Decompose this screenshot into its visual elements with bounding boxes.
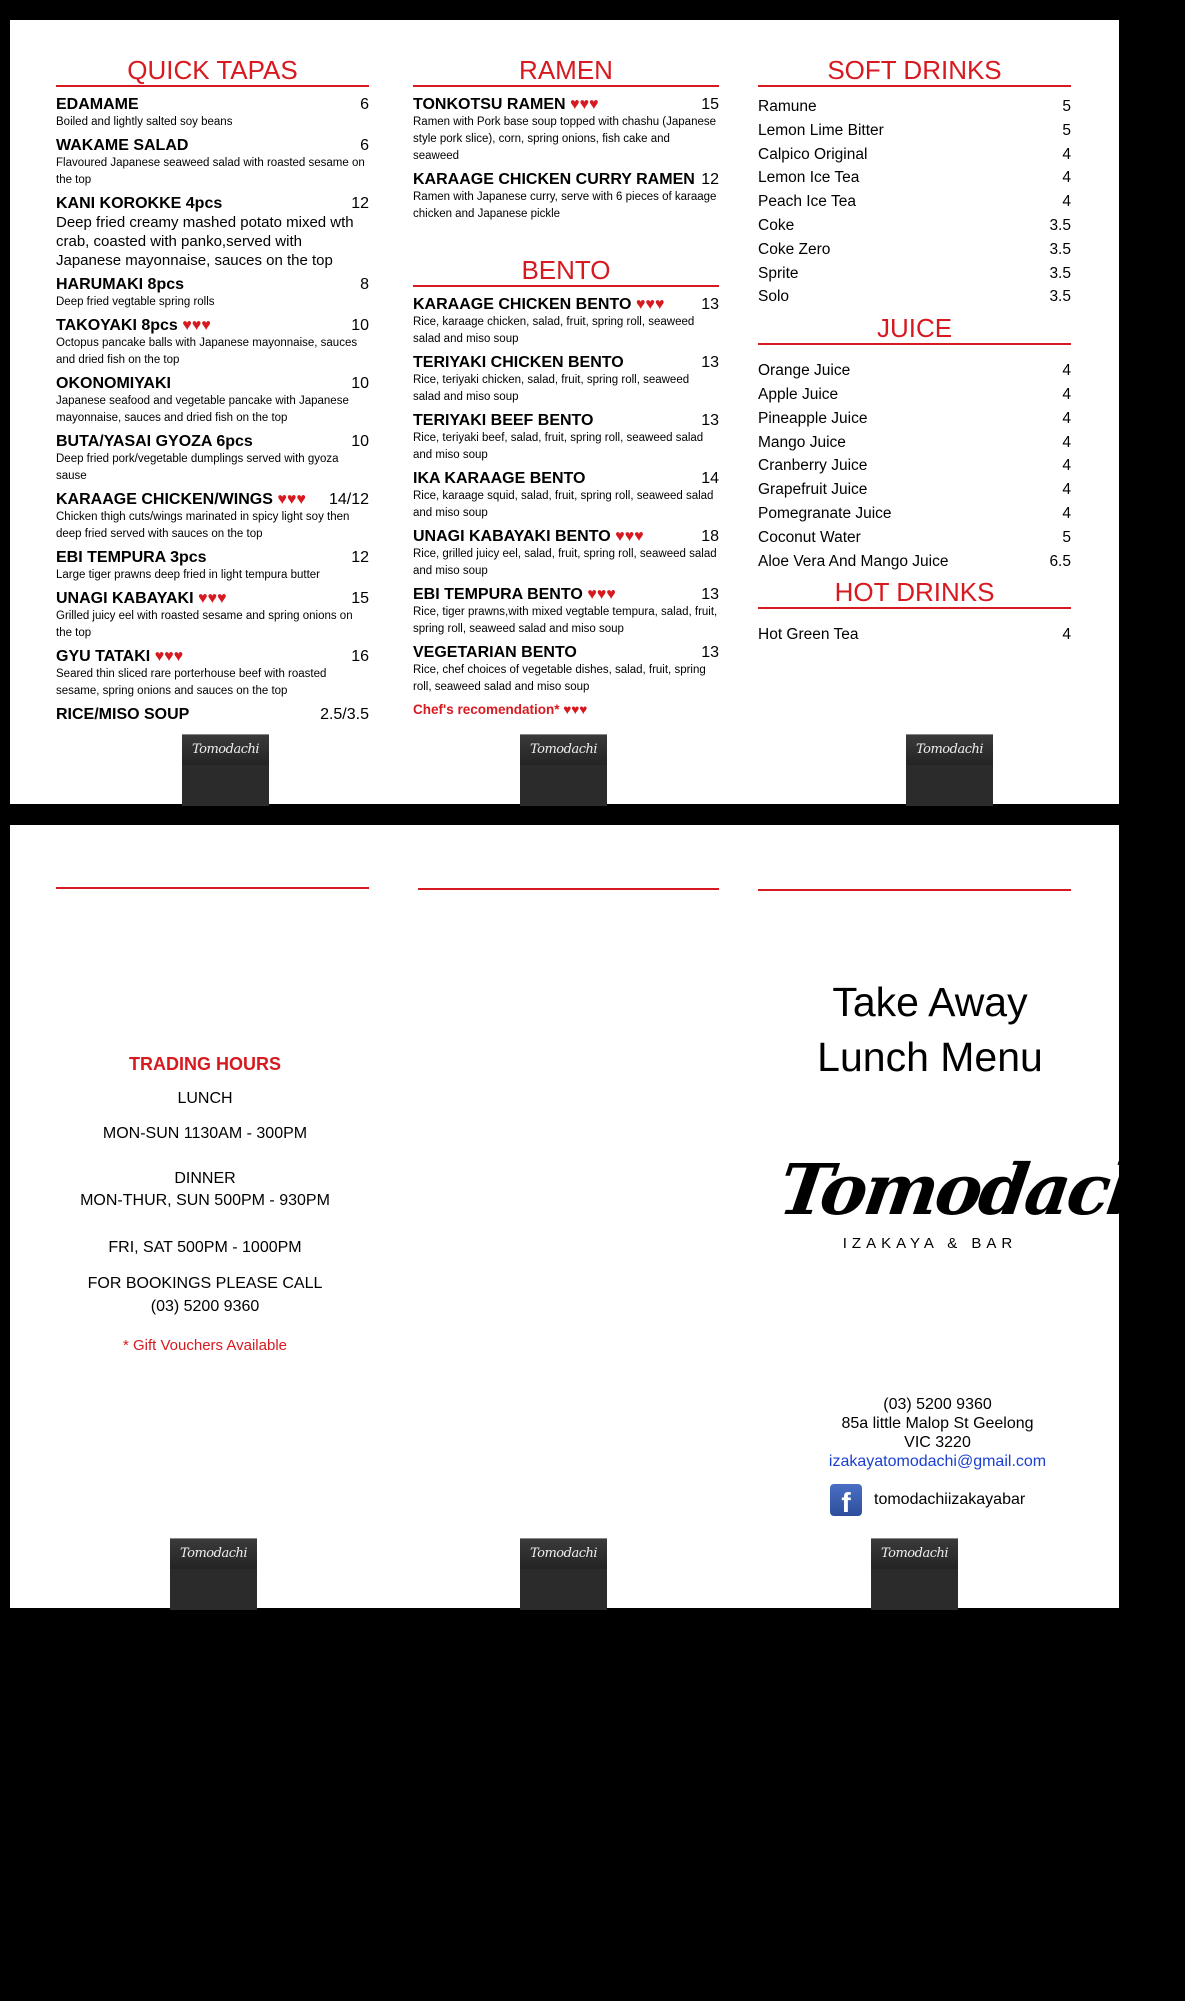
drink-price: 5 [1062, 121, 1071, 139]
menu-item-price: 10 [351, 317, 369, 334]
menu-item-title [413, 170, 695, 189]
menu-item-header [56, 548, 369, 567]
drink-row [758, 119, 1071, 143]
drink-name: Aloe Vera And Mango Juice [758, 552, 949, 570]
lunch-label: LUNCH [177, 1090, 233, 1107]
tab-logo-text: Tomodachi [520, 1539, 607, 1569]
logo-tab [906, 734, 993, 806]
menu-item-title [413, 411, 593, 430]
drink-price: 3.5 [1049, 288, 1071, 306]
menu-item-name: KARAAGE CHICKEN BENTO [413, 296, 632, 313]
menu-item-name: RICE/MISO SOUP [56, 706, 190, 723]
tab-logo-text: Tomodachi [520, 735, 607, 765]
menu-item-name: OKONOMIYAKI [56, 375, 171, 392]
drink-price: 6.5 [1049, 552, 1071, 570]
tab-logo-text: Tomodachi [182, 735, 269, 765]
menu-item-description: Rice, tiger prawns,with mixed vegtable tempura, salad, fruit, spring roll, seaweed salad and miso soup [413, 606, 718, 635]
menu-item-description: Large tiger prawns deep fried in light tempura butter [56, 569, 321, 581]
contact-block [780, 1395, 1095, 1471]
menu-item-header [413, 585, 719, 604]
bookings-text: FOR BOOKINGS PLEASE CALL [87, 1275, 323, 1292]
menu-item-title [413, 643, 577, 662]
drink-name: Coke Zero [758, 240, 831, 258]
drink-row [758, 166, 1071, 190]
logo-tab [520, 734, 607, 806]
menu-item-description: Octopus pancake balls with Japanese mayonnaise, sauces and dried fish on the top [56, 337, 358, 366]
menu-item-header [56, 275, 369, 294]
ramen-title: RAMEN [413, 55, 719, 87]
menu-item [56, 589, 369, 642]
menu-item-name: WAKAME SALAD [56, 137, 189, 154]
menu-item-name: UNAGI KABAYAKI [56, 590, 194, 607]
menu-item-price: 2.5/3.5 [320, 706, 369, 723]
menu-item-title [56, 490, 306, 509]
menu-item-header [56, 647, 369, 666]
drink-name: Sprite [758, 264, 799, 282]
recommended-hearts: ♥♥♥ [635, 296, 665, 313]
menu-item-title [56, 432, 253, 451]
drink-name: Pineapple Juice [758, 409, 868, 427]
logo-tab [170, 1538, 257, 1610]
menu-item [413, 643, 719, 696]
menu-item-title [56, 316, 211, 335]
drinks-column [758, 55, 1071, 647]
menu-item-price: 14/12 [328, 491, 369, 508]
menu-item-name: TERIYAKI BEEF BENTO [413, 412, 594, 429]
drink-row [758, 478, 1071, 502]
drink-price: 4 [1062, 169, 1071, 187]
menu-item-header [56, 194, 369, 213]
menu-item [56, 647, 369, 700]
menu-item-price: 10 [351, 375, 369, 392]
menu-item-price: 15 [701, 96, 719, 113]
menu-item-title [413, 585, 616, 604]
menu-item-header [413, 527, 719, 546]
drink-price: 4 [1062, 362, 1071, 380]
recommended-hearts: ♥♥♥ [277, 491, 306, 508]
menu-item-description: Deep fried pork/vegetable dumplings served with gyoza sause [56, 453, 339, 482]
menu-item-price: 8 [360, 276, 369, 293]
drink-row [758, 526, 1071, 550]
ramen-list [413, 95, 719, 223]
divider-line [418, 888, 719, 890]
menu-item-price: 18 [701, 528, 719, 545]
menu-item-name: EBI TEMPURA 3pcs [56, 549, 207, 566]
menu-item-description: Japanese seafood and vegetable pancake with Japanese mayonnaise, sauces and dried fish on the top [56, 395, 349, 424]
chef-recommendation [413, 702, 719, 717]
drink-name: Apple Juice [758, 385, 839, 403]
drink-row [758, 454, 1071, 478]
menu-inside-page [10, 20, 1119, 804]
menu-item-description: Boiled and lightly salted soy beans [56, 116, 233, 128]
menu-item-price: 14 [701, 470, 719, 487]
menu-item [413, 295, 719, 348]
menu-item-header [413, 170, 719, 189]
drink-row [758, 190, 1071, 214]
drink-row [758, 214, 1071, 238]
menu-item-price: 13 [701, 586, 719, 603]
drink-name: Coconut Water [758, 528, 861, 546]
menu-item-name: KARAAGE CHICKEN CURRY RAMEN [413, 171, 695, 188]
menu-item-description: Deep fried creamy mashed potato mixed wth crab, coasted with panko,served with Japanese mayonnaise, sauces on the top [56, 214, 354, 269]
menu-item-description: Rice, grilled juicy eel, salad, fruit, spring roll, seaweed salad and miso soup [413, 548, 717, 577]
drink-price: 3.5 [1049, 216, 1071, 234]
menu-item-price: 12 [351, 195, 369, 212]
menu-item [56, 374, 369, 427]
drink-name: Lemon Ice Tea [758, 169, 860, 187]
recommended-hearts: ♥♥♥ [587, 586, 616, 603]
drink-name: Cranberry Juice [758, 457, 868, 475]
hot-drinks-list [758, 623, 1071, 647]
menu-item-description: Flavoured Japanese seaweed salad with roasted sesame on the top [56, 157, 365, 186]
menu-item [413, 527, 719, 580]
menu-item-description: Rice, teriyaki beef, salad, fruit, spring roll, seaweed salad and miso soup [413, 432, 704, 461]
contact-email-link[interactable]: izakayatomodachi@gmail.com [828, 1453, 1047, 1470]
bookings-phone: (03) 5200 9360 [150, 1298, 260, 1315]
drink-row [758, 431, 1071, 455]
facebook-link[interactable] [830, 1484, 1025, 1516]
juice-title: JUICE [758, 313, 1071, 345]
drink-row [758, 383, 1071, 407]
menu-item-title [56, 194, 222, 213]
menu-item-name: GYU TATAKI [56, 648, 151, 665]
lunch-hours: MON-SUN 1130AM - 300PM [102, 1125, 308, 1142]
menu-item [413, 469, 719, 522]
bento-title: BENTO [413, 255, 719, 287]
menu-item-price: 13 [701, 412, 719, 429]
menu-item-name: HARUMAKI 8pcs [56, 276, 185, 293]
drink-name: Hot Green Tea [758, 626, 859, 644]
menu-item-header [413, 353, 719, 372]
menu-item [413, 411, 719, 464]
menu-item [413, 585, 719, 638]
drink-price: 4 [1062, 433, 1071, 451]
menu-item-description: Ramen with Pork base soup topped with chashu (Japanese style pork slice), corn, spring onions, fish cake and seaweed [413, 116, 717, 162]
menu-item-price: 13 [701, 354, 719, 371]
bento-column [413, 255, 719, 717]
recommended-hearts: ♥♥♥ [570, 96, 599, 113]
menu-item-header [56, 374, 369, 393]
menu-item-price: 13 [701, 296, 719, 313]
menu-item [413, 170, 719, 223]
menu-item-name: KANI KOROKKE 4pcs [56, 195, 223, 212]
menu-item [56, 194, 369, 270]
menu-item-title [56, 548, 207, 567]
menu-item-description: Seared thin sliced rare porterhouse beef with roasted sesame, spring onions and sauces on the top [56, 668, 327, 697]
menu-outside-page [10, 825, 1185, 1608]
menu-item-header [56, 136, 369, 155]
recommended-hearts: ♥♥♥ [182, 317, 211, 334]
menu-item-name: KARAAGE CHICKEN/WINGS [56, 491, 273, 508]
logo-tab [520, 1538, 607, 1610]
tab-logo-text: Tomodachi [170, 1539, 257, 1569]
drink-name: Calpico Original [758, 145, 868, 163]
dinner-hours-weekend: FRI, SAT 500PM - 1000PM [108, 1239, 302, 1256]
menu-item-name: EDAMAME [56, 96, 139, 113]
menu-item-title [413, 295, 664, 314]
ramen-column [413, 55, 719, 228]
divider-line [56, 887, 369, 889]
dinner-hours-weekday: MON-THUR, SUN 500PM - 930PM [80, 1192, 330, 1209]
menu-item-title [413, 353, 624, 372]
drink-row [758, 262, 1071, 286]
drink-name: Lemon Lime Bitter [758, 121, 884, 139]
menu-item-description: Rice, karaage chicken, salad, fruit, spring roll, seaweed salad and miso soup [413, 316, 695, 345]
menu-item-title [413, 469, 585, 488]
menu-item [413, 353, 719, 406]
menu-item-name: VEGETARIAN BENTO [413, 644, 577, 661]
menu-item-title [56, 374, 171, 393]
menu-item-header [413, 295, 719, 314]
menu-item-header [413, 643, 719, 662]
tab-logo-text: Tomodachi [871, 1539, 958, 1569]
menu-item-title [56, 275, 184, 294]
logo-subtitle: IZAKAYA & BAR [842, 1235, 1018, 1252]
menu-item-header [413, 95, 719, 114]
drink-price: 3.5 [1049, 264, 1071, 282]
menu-item-header [413, 469, 719, 488]
menu-item [56, 490, 369, 543]
drink-row [758, 238, 1071, 262]
drink-row [758, 95, 1071, 119]
juice-list [758, 359, 1071, 573]
gift-vouchers: * Gift Vouchers Available [123, 1337, 287, 1354]
menu-item [56, 275, 369, 311]
menu-item-name: IKA KARAAGE BENTO [413, 470, 586, 487]
drink-price: 4 [1062, 145, 1071, 163]
drink-name: Peach Ice Tea [758, 193, 856, 211]
drink-name: Solo [758, 288, 790, 306]
logo-tab [871, 1538, 958, 1610]
bento-list [413, 295, 719, 696]
drink-row [758, 285, 1071, 309]
drink-price: 4 [1062, 481, 1071, 499]
menu-item-price: 12 [701, 171, 719, 188]
drink-row [758, 359, 1071, 383]
drink-price: 4 [1062, 409, 1071, 427]
recommended-hearts: ♥♥♥ [615, 528, 644, 545]
contact-phone: (03) 5200 9360 [883, 1396, 992, 1413]
menu-item-price: 13 [701, 644, 719, 661]
drink-price: 4 [1062, 504, 1071, 522]
tomodachi-logo: Tomodachi [774, 1148, 1185, 1231]
drink-price: 5 [1062, 98, 1071, 115]
menu-item-price: 16 [351, 648, 369, 665]
menu-item [56, 136, 369, 189]
menu-item-description: Deep fried vegtable spring rolls [56, 296, 215, 308]
drink-price: 4 [1062, 626, 1071, 644]
menu-item-title [56, 136, 188, 155]
divider-line [758, 889, 1071, 891]
drink-price: 4 [1062, 385, 1071, 403]
menu-item-description: Chicken thigh cuts/wings marinated in spicy light soy then deep fried served with sauces on the top [56, 511, 350, 540]
hot-drinks-title: HOT DRINKS [758, 577, 1071, 609]
menu-item-name: UNAGI KABAYAKI BENTO [413, 528, 611, 545]
menu-item-price: 10 [351, 433, 369, 450]
cover-title [765, 975, 1095, 1085]
soft-drinks-title: SOFT DRINKS [758, 55, 1071, 87]
drink-name: Grapefruit Juice [758, 481, 868, 499]
quick-tapas-list [56, 95, 369, 724]
menu-item-price: 15 [351, 590, 369, 607]
chef-recommendation-hearts: ♥♥♥ [563, 702, 588, 717]
drink-price: 3.5 [1049, 240, 1071, 258]
menu-item [56, 705, 369, 724]
chef-recommendation-text: Chef's recomendation* [413, 702, 560, 717]
menu-item-price: 6 [360, 96, 369, 113]
menu-item-header [56, 705, 369, 724]
menu-item-description: Grilled juicy eel with roasted sesame and spring onions on the top [56, 610, 353, 639]
menu-item-header [56, 589, 369, 608]
cover-title-line2: Lunch Menu [817, 1034, 1043, 1080]
menu-item-title [56, 705, 189, 724]
quick-tapas-title: QUICK TAPAS [56, 55, 369, 87]
dinner-label: DINNER [174, 1170, 236, 1187]
menu-item-price: 6 [360, 137, 369, 154]
menu-item-header [413, 411, 719, 430]
menu-item-price: 12 [351, 549, 369, 566]
menu-item-name: TERIYAKI CHICKEN BENTO [413, 354, 624, 371]
menu-item-header [56, 432, 369, 451]
menu-item-name: EBI TEMPURA BENTO [413, 586, 583, 603]
contact-address-line1: 85a little Malop St Geelong [841, 1415, 1034, 1432]
logo-tab [182, 734, 269, 806]
drink-name: Ramune [758, 98, 817, 115]
menu-item-name: BUTA/YASAI GYOZA 6pcs [56, 433, 253, 450]
drink-price: 4 [1062, 457, 1071, 475]
menu-item-header [56, 95, 369, 114]
cover-title-line1: Take Away [832, 979, 1028, 1025]
quick-tapas-column [56, 55, 369, 729]
drink-row [758, 407, 1071, 431]
menu-item [56, 316, 369, 369]
menu-item-title [56, 95, 139, 114]
drink-row [758, 502, 1071, 526]
trading-hours [58, 1054, 352, 1354]
drink-name: Mango Juice [758, 433, 846, 451]
menu-item-title [56, 589, 226, 608]
menu-item [56, 548, 369, 584]
drink-row [758, 550, 1071, 574]
soft-drinks-list [758, 95, 1071, 309]
menu-item-title [413, 95, 599, 114]
drink-price: 4 [1062, 193, 1071, 211]
drink-row [758, 623, 1071, 647]
drink-name: Coke [758, 216, 795, 234]
tab-logo-text: Tomodachi [906, 735, 993, 765]
menu-item [56, 95, 369, 131]
menu-item [56, 432, 369, 485]
menu-item-name: TONKOTSU RAMEN [413, 96, 566, 113]
drink-price: 5 [1062, 528, 1071, 546]
menu-item-header [56, 490, 369, 509]
menu-item-name: TAKOYAKI 8pcs [56, 317, 178, 334]
menu-item-title [413, 527, 644, 546]
menu-item-title [56, 647, 183, 666]
menu-item-header [56, 316, 369, 335]
drink-name: Orange Juice [758, 362, 851, 380]
facebook-icon: f [830, 1484, 862, 1516]
menu-item-description: Rice, teriyaki chicken, salad, fruit, spring roll, seaweed salad and miso soup [413, 374, 690, 403]
menu-item-description: Ramen with Japanese curry, serve with 6 pieces of karaage chicken and Japanese pickle [413, 191, 717, 220]
menu-item [413, 95, 719, 165]
recommended-hearts: ♥♥♥ [197, 590, 227, 607]
menu-item-description: Rice, karaage squid, salad, fruit, spring roll, seaweed salad and miso soup [413, 490, 714, 519]
contact-address-line2: VIC 3220 [904, 1434, 971, 1451]
facebook-handle: tomodachiizakayabar [874, 1491, 1026, 1508]
drink-name: Pomegranate Juice [758, 504, 892, 522]
trading-hours-title: TRADING HOURS [129, 1054, 281, 1074]
recommended-hearts: ♥♥♥ [154, 648, 184, 665]
menu-item-description: Rice, chef choices of vegetable dishes, salad, fruit, spring roll, seaweed salad and miso soup [413, 664, 706, 693]
drink-row [758, 143, 1071, 167]
